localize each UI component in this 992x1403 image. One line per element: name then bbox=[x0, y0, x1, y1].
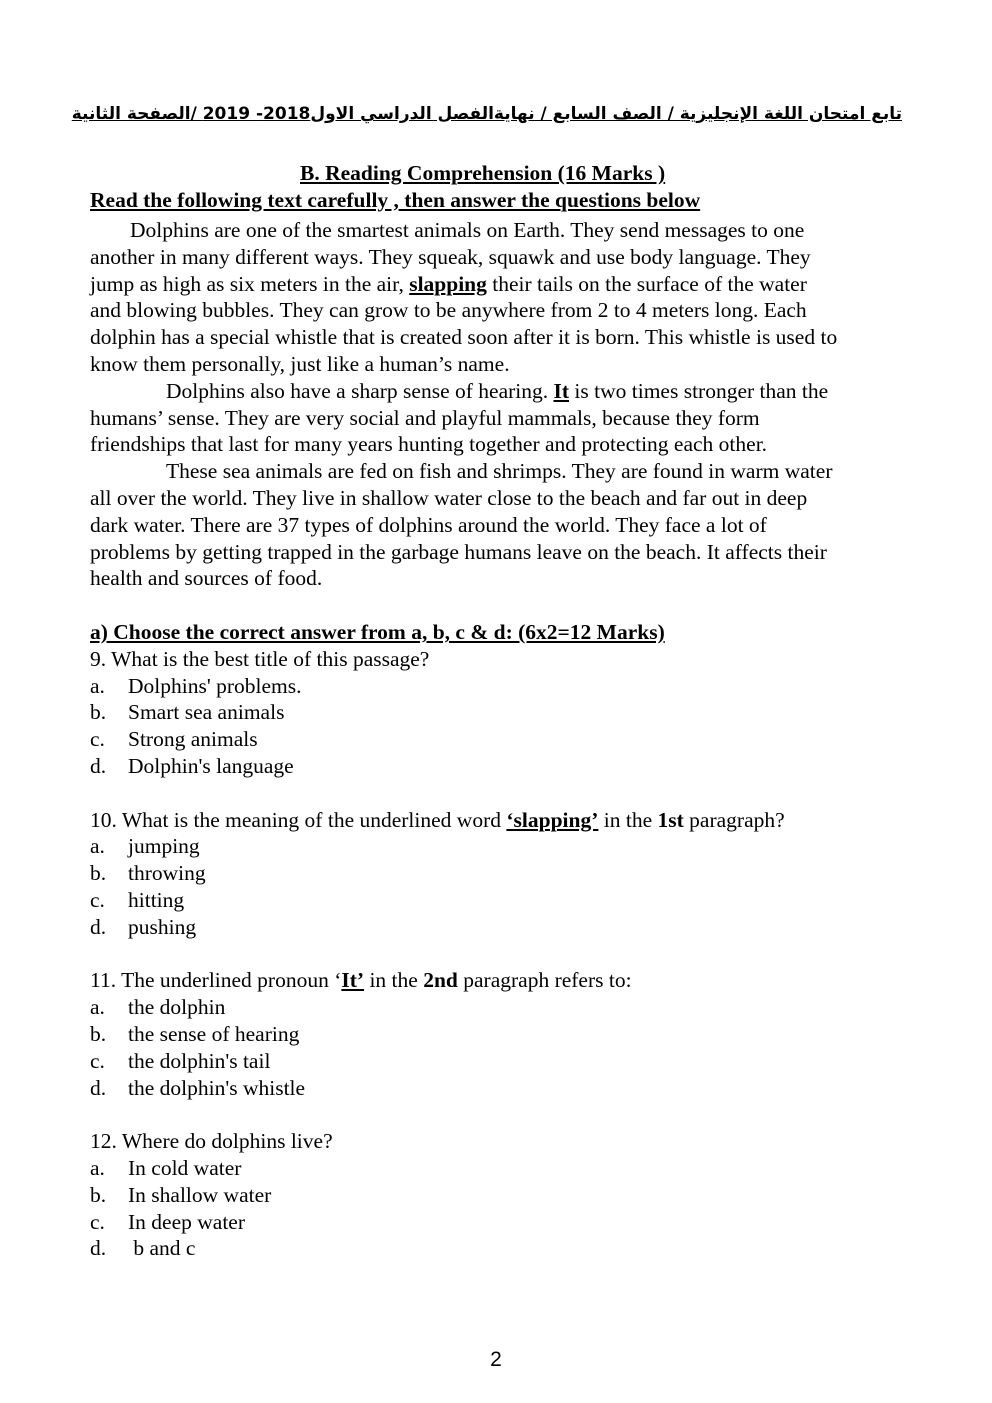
option bbox=[90, 1048, 910, 1075]
text: is two times stronger than the bbox=[569, 378, 829, 403]
passage bbox=[90, 217, 910, 592]
option-letter: d. bbox=[90, 914, 107, 939]
option bbox=[90, 753, 910, 780]
option-text: the dolphin bbox=[128, 995, 226, 1020]
option-text: Strong animals bbox=[128, 727, 258, 752]
passage-line: problems by getting trapped in the garbage humans leave on the beach. It affects their bbox=[90, 539, 827, 564]
underlined-word: It bbox=[553, 378, 570, 403]
part-a bbox=[90, 619, 910, 1262]
passage-line: dark water. There are 37 types of dolphins around the world. They face a lot of bbox=[90, 512, 767, 537]
option-letter: c. bbox=[90, 887, 105, 912]
option bbox=[90, 887, 910, 914]
text: paragraph? bbox=[683, 807, 785, 832]
text: their tails on the surface of the water bbox=[486, 271, 807, 296]
option-text: b and c bbox=[128, 1236, 196, 1261]
question-11 bbox=[90, 967, 910, 994]
passage-line: friendships that last for many years hunting together and protecting each other. bbox=[90, 432, 768, 457]
option-letter: d. bbox=[90, 753, 107, 778]
option-text: pushing bbox=[128, 914, 197, 939]
option-letter: b. bbox=[90, 700, 107, 725]
option-text: throwing bbox=[128, 861, 206, 886]
underlined-word: It’ bbox=[341, 968, 365, 993]
option bbox=[90, 1155, 910, 1182]
passage-line bbox=[90, 378, 910, 405]
underlined-word: slapping bbox=[409, 271, 487, 296]
passage-line: These sea animals are fed on fish and shrimps. They are found in warm water bbox=[166, 459, 833, 484]
text: Dolphins also have a sharp sense of hearing. bbox=[166, 378, 554, 403]
option bbox=[90, 1182, 910, 1209]
option bbox=[90, 994, 910, 1021]
option-letter: b. bbox=[90, 861, 107, 886]
bold-word: 2nd bbox=[423, 968, 458, 993]
option-letter: d. bbox=[90, 1236, 107, 1261]
option-text: the dolphin's whistle bbox=[128, 1075, 306, 1100]
text: in the bbox=[598, 807, 658, 832]
page-header: تابع امتحان اللغة الإنجليزية / الصف السابع / نهايةالفصل الدراسي الاول2018- 2019 /الصفحة الثانية bbox=[71, 104, 902, 124]
option-letter: a. bbox=[90, 834, 105, 859]
option-text: hitting bbox=[128, 887, 185, 912]
option bbox=[90, 699, 910, 726]
option bbox=[90, 1235, 910, 1262]
option bbox=[90, 726, 910, 753]
instruction: Read the following text carefully , then answer the questions below bbox=[90, 187, 701, 212]
option-text: In shallow water bbox=[128, 1182, 272, 1207]
option-text: In deep water bbox=[128, 1209, 245, 1234]
option-letter: a. bbox=[90, 995, 105, 1020]
option-text: In cold water bbox=[128, 1155, 242, 1180]
option-letter: b. bbox=[90, 1182, 107, 1207]
option bbox=[90, 833, 910, 860]
passage-line: and blowing bubbles. They can grow to be anywhere from 2 to 4 meters long. Each bbox=[90, 298, 807, 323]
passage-line: dolphin has a special whistle that is created soon after it is born. This whistle is used to bbox=[90, 325, 838, 350]
passage-line bbox=[90, 271, 910, 298]
option-text: the dolphin's tail bbox=[128, 1048, 271, 1073]
option-text: Dolphin's language bbox=[128, 753, 294, 778]
option-letter: d. bbox=[90, 1075, 107, 1100]
text: 11. The underlined pronoun ‘ bbox=[90, 968, 342, 993]
passage-line: know them personally, just like a human’s name. bbox=[90, 351, 510, 376]
text: in the bbox=[364, 968, 424, 993]
option bbox=[90, 914, 910, 941]
passage-line: humans’ sense. They are very social and playful mammals, because they form bbox=[90, 405, 760, 430]
option-text: jumping bbox=[128, 834, 200, 859]
bold-word: 1st bbox=[657, 807, 684, 832]
option bbox=[90, 673, 910, 700]
question-9: 9. What is the best title of this passage? bbox=[90, 646, 430, 671]
option-letter: c. bbox=[90, 1048, 105, 1073]
option-text: Dolphins' problems. bbox=[128, 673, 302, 698]
passage-line: health and sources of food. bbox=[90, 566, 323, 591]
passage-line: all over the world. They live in shallow water close to the beach and far out in deep bbox=[90, 485, 808, 510]
page-number: 2 bbox=[490, 1348, 502, 1371]
passage-line: Dolphins are one of the smartest animals on Earth. They send messages to one bbox=[130, 218, 805, 242]
option-letter: c. bbox=[90, 1209, 105, 1234]
option bbox=[90, 1209, 910, 1236]
option bbox=[90, 1021, 910, 1048]
option-letter: a. bbox=[90, 1155, 105, 1180]
option-text: the sense of hearing bbox=[128, 1021, 300, 1046]
passage-line: another in many different ways. They squeak, squawk and use body language. They bbox=[90, 244, 811, 269]
option-letter: c. bbox=[90, 727, 105, 752]
option-letter: b. bbox=[90, 1021, 107, 1046]
text: jump as high as six meters in the air, bbox=[90, 271, 410, 296]
question-12: 12. Where do dolphins live? bbox=[90, 1129, 333, 1154]
option bbox=[90, 860, 910, 887]
option bbox=[90, 1075, 910, 1102]
option-letter: a. bbox=[90, 673, 105, 698]
option-text: Smart sea animals bbox=[128, 700, 285, 725]
underlined-word: ‘slapping’ bbox=[506, 807, 599, 832]
section-title: B. Reading Comprehension (16 Marks ) bbox=[300, 161, 666, 185]
text: paragraph refers to: bbox=[457, 968, 632, 993]
text: 10. What is the meaning of the underlined word bbox=[90, 807, 507, 832]
part-a-heading: a) Choose the correct answer from a, b, c & d: (6x2=12 Marks) bbox=[90, 620, 665, 644]
question-10 bbox=[90, 807, 910, 834]
reading-section bbox=[90, 160, 910, 214]
